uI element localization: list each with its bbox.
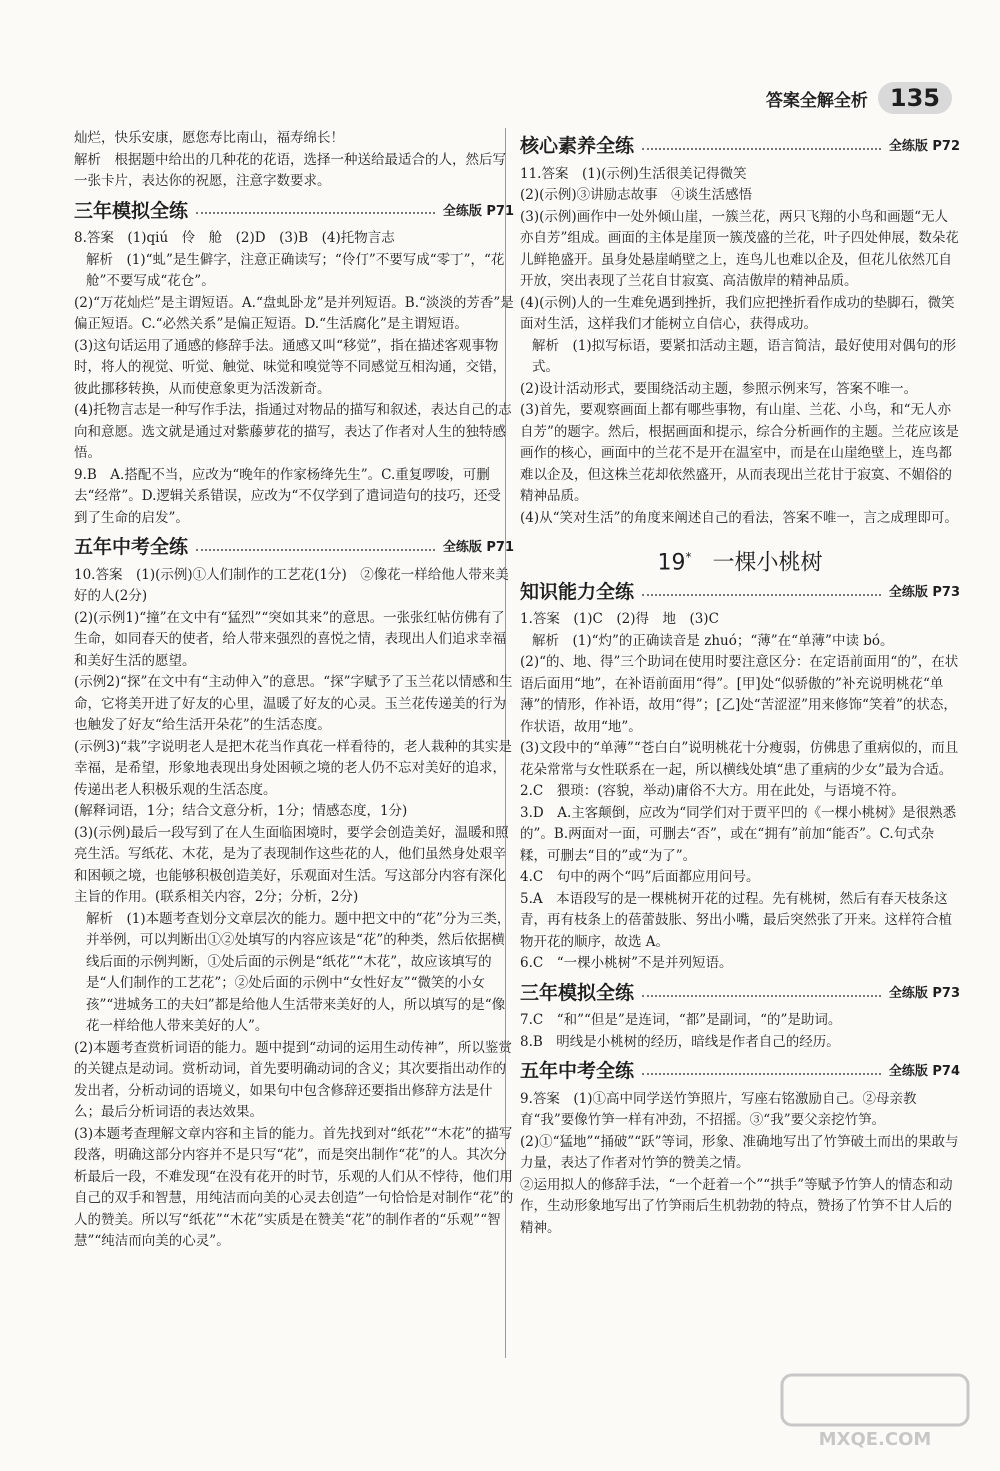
q11-item: (4)(示例)人的一生难免遇到挫折，我们应把挫折看作成功的垫脚石，微笑面对生活，这样我们才能树立自信心，获得成功。 (520, 294, 955, 332)
section-dots (642, 995, 881, 997)
section-dots (196, 212, 435, 214)
q4: 4.C 句中的两个“吗”后面都应用问号。 (520, 869, 760, 886)
q11-item: (3)(示例)画作中一处外倾山崖，一簇兰花，两只飞翔的小鸟和画题“无人亦自芳”组成。画面的主体是崖顶一簇茂盛的兰花，叶子四处伸展，数朵花儿鲜艳盛开。虽身处悬崖峭壁之上，连鸟儿也难以企及，但花儿依然兀自开放，突出表现了兰花自甘寂寞、高洁傲岸的精神品质。 (520, 208, 959, 289)
q11-analysis: 解析 (1)拟写标语，要紧扣活动主题，语言简洁，最好使用对偶句的形式。 (532, 337, 957, 375)
q11-item: (4)从“笑对生活”的角度来阐述自己的看法，答案不唯一，言之成理即可。 (520, 509, 958, 526)
q10-item: (3)(示例)最后一段写到了在人生面临困境时，要学会创造美好，温暖和照亮生活。写纸花、木花，是为了表现制作这些花的人，他们虽然身处艰辛和困顿之境，也能够积极创造美好，乐观面对生活。写这部分内容有深化主旨的作用。(联系相关内容，2分；分析，2分) (74, 824, 509, 905)
q10-item: (解释词语，1分；结合文意分析，1分；情感态度，1分) (74, 803, 408, 819)
intro-line: 灿烂，快乐安康，愿您寿比南山，福寿绵长！ (74, 130, 344, 146)
section-dots (642, 594, 881, 596)
section-ref: 全练版 P72 (888, 139, 960, 154)
header-title: 答案全解全析 (765, 90, 868, 111)
q1-item: (3)文段中的“单薄”“苍白白”说明桃花十分瘦弱，仿佛患了重病似的，而且花朵常常与女性联系在一起，所以横线处填“患了重病的少女”最为合适。 (520, 740, 959, 778)
q8-item: (2)“万花灿烂”是主谓短语。A.“盘虬卧龙”是并列短语。B.“淡淡的芳香”是偏正短语。C.“必然关系”是偏正短语。D.“生活腐化”是主谓短语。 (74, 294, 514, 332)
section-title: 三年模拟全练 (520, 981, 635, 1004)
section-ref: 全练版 P74 (888, 1064, 960, 1080)
section-ref: 全练版 P73 (888, 985, 960, 1001)
section-title: 五年中考全练 (520, 1060, 635, 1083)
section-dots (642, 148, 881, 150)
q11-item: (3)首先，要观察画面上都有哪些事物，有山崖、兰花、小鸟，和“无人亦自芳”的题字。然后，根据画面和提示，综合分析画作的主题。兰花应该是画作的核心，画面中的兰花不是开在温室中，而是在山崖绝壁上，连鸟都难以企及，但这株兰花却依然盛开，从而表现出兰花甘于寂寞、不媚俗的精神品质。 (520, 402, 959, 504)
section-dots (196, 549, 435, 551)
q8-answer: 8.答案 (1)qiú 伶 舱 (2)D (3)B (4)托物言志 (74, 230, 395, 246)
lesson-number: 19 (657, 550, 686, 576)
q10-item: (3)本题考查理解文章内容和主旨的能力。首先找到对“纸花”“木花”的描写段落，明确这部分内容并不是只写“花”，而是突出制作“花”的人。其次分析最后一段，不难发现“在没有花开的时节，乐观的人们从不悖待，他们用自己的双手和智慧，用纯洁而向美的心灵去创造”一句恰恰是对制作“花”的人的赞美。所以写“纸花”“木花”实质是在赞美“花”的制作者的“乐观”“智慧”“纯洁而向美的心灵”。 (74, 1125, 514, 1249)
section-ref: 全练版 P71 (442, 203, 514, 219)
section-header (74, 201, 514, 223)
q9b-item: (2)①“猛地”“捅破”“跃”等词，形象、准确地写出了竹笋破土而出的果敢与力量，表达了作者对竹笋的赞美之情。 (520, 1133, 959, 1172)
q6: 6.C “一棵小桃树”不是并列短语。 (520, 955, 733, 972)
q11-answer: 11.答案 (1)(示例)生活很美记得微笑 (520, 165, 747, 182)
right-column (520, 128, 960, 1239)
intro-analysis: 解析 根据题中给出的几种花的花语，选择一种送给最适合的人，然后写一张卡片，表达你的祝愿，注意字数要求。 (74, 151, 506, 189)
section-ref: 全练版 P71 (442, 540, 514, 555)
q3: 3.D A.主客颠倒，应改为“同学们对于贾平凹的《一棵小桃树》是很熟悉的”。B.两面对一面，可删去“否”，或在“拥有”前加“能否”。C.句式杂糅，可删去“目的”或“为了”。 (520, 804, 957, 864)
watermark-frame (782, 1375, 968, 1425)
q9: 9.B A.搭配不当，应改为“晚年的作家杨绛先生”。C.重复啰唆，可删去“经常”。D.逻辑关系错误，应改为“不仅学到了遣词造句的技巧，还受到了生命的启发”。 (74, 466, 501, 526)
page-number: 135 (878, 82, 952, 114)
q8-item: (4)托物言志是一种写作手法，指通过对物品的描写和叙述，表达自己的志向和意愿。选文就是通过对紫藤萝花的描写，表达了作者对人生的独特感悟。 (74, 402, 512, 461)
q2: 2.C 猥琐：(容貌，举动)庸俗不大方。用在此处，与语境不符。 (520, 783, 905, 800)
q1-analysis: 解析 (1)“灼”的正确读音是 zhuó；“薄”在“单薄”中读 bó。 (532, 632, 894, 649)
q9b-answer: 9.答案 (1)①高中同学送竹笋照片，写座右铭激励自己。②母亲教育“我”要像竹笋一样有冲劲，不招摇。③“我”要父亲挖竹笋。 (520, 1090, 917, 1129)
section-title: 五年中考全练 (74, 536, 189, 558)
q10-item: (示例2)“探”在文中有“主动伸入”的意思。“探”字赋予了玉兰花以情感和生命，它将美开进了好友的心里，温暖了好友的心灵。玉兰花传递美的行为也触发了好友“给生活开朵花”的生活态度。 (74, 674, 513, 733)
q11-item: (2)设计活动形式，要围绕活动主题，参照示例来写，答案不唯一。 (520, 380, 918, 397)
section-title: 三年模拟全练 (74, 199, 189, 222)
q10-item: (示例3)“栽”字说明老人是把木花当作真花一样看待的，老人栽种的其实是幸福，是希望，形象地表现出身处困顿之境的老人仍不忘对美好的追求，传递出老人积极乐观的生活态度。 (74, 738, 512, 798)
section-title: 知识能力全练 (520, 580, 635, 603)
q10-analysis: 解析 (1)本题考查划分文章层次的能力。题中把文中的“花”分为三类，并举例，可以判断出①②处填写的内容应该是“花”的种类，然后依据横线后面的示例判断，①处后面的示例是“纸花”“木花”，故应该填写的是“人们制作的工艺花”；②处后面的示例中“女性好友”“微笑的小女孩”“进城务工的夫妇”都是给他人生活带来美好的人，所以填写的是“像花一样给他人带来美好的人”。 (86, 910, 511, 1034)
watermark-logo (780, 1373, 970, 1453)
page-header (766, 80, 952, 116)
q1-item: (2)“的、地、得”三个助词在使用时要注意区分：在定语前面用“的”，在状语后面用“地”，在补语前面用“得”。[甲]处“似骄傲的”补充说明桃花“单薄”的情形，作补语，故用“得”；[乙]处“苦涩涩”用来修饰“笑着”的状态，作状语，故用“地”。 (520, 654, 959, 735)
section-ref: 全练版 P73 (888, 584, 960, 600)
q8-analysis: 解析 (1)“虬”是生僻字，注意正确读写；“伶仃”不要写成“零丁”，“花舱”不要写成“花仓”。 (86, 251, 505, 289)
section-header (74, 537, 514, 559)
section-header (520, 983, 960, 1005)
section-header (520, 1061, 960, 1083)
q10-item: (2)(示例1)“撞”在文中有“猛烈”“突如其来”的意思。一张张红帖仿佛有了生命，如同春天的使者，给人带来强烈的喜悦之情，表现出人们追求幸福和美好生活的愿望。 (74, 609, 506, 669)
q8-item: (3)这句话运用了通感的修辞手法。通感又叫“移觉”，指在描述客观事物时，将人的视觉、听觉、触觉、味觉和嗅觉等不同感觉互相沟通，交错，彼此挪移转换，从而使意象更为活泼新奇。 (74, 337, 506, 397)
section-dots (642, 1073, 881, 1075)
q10-item: (2)本题考查赏析词语的能力。题中提到“动词的运用生动传神”，所以鉴赏的关键点是动词。赏析动词，首先要明确动词的含义；其次要指出动作的发出者，分析动词的语境义，如果句中包含修辞还要指出修辞方法是什么；最后分析词语的表达效果。 (74, 1039, 512, 1120)
left-column (74, 128, 514, 1253)
q10-answer: 10.答案 (1)(示例)①人们制作的工艺花(1分) ②像花一样给他人带来美好的人(2分) (74, 566, 509, 604)
section-title: 核心素养全练 (520, 135, 635, 157)
q1-answer: 1.答案 (1)C (2)得 地 (3)C (520, 611, 719, 628)
lesson-name: 一棵小桃树 (712, 550, 823, 576)
section-header (520, 582, 960, 604)
lesson-mark: * (685, 550, 692, 564)
q8b: 8.B 明线是小桃树的经历，暗线是作者自己的经历。 (520, 1033, 840, 1050)
q11-item: (2)(示例)③讲励志故事 ④谈生活感悟 (520, 187, 753, 203)
q5: 5.A 本语段写的是一棵桃树开花的过程。先有桃树，然后有春天枝条这青，再有枝条上的蓓蕾鼓胀、努出小嘴，最后突然张了开来。这样符合植物开花的顺序，故选 A。 (520, 890, 952, 950)
q7: 7.C “和”“但是”是连词，“都”是副词，“的”是助词。 (520, 1012, 842, 1029)
q9b-item: ②运用拟人的修辞手法，“一个赶着一个”“拱手”等赋予竹笋人的情态和动作，生动形象地写出了竹笋雨后生机勃勃的特点，赞扬了竹笋不甘人后的精神。 (520, 1176, 953, 1236)
watermark-text: MXQE.COM (818, 1429, 932, 1450)
lesson-title (520, 547, 960, 574)
section-header (520, 136, 960, 158)
